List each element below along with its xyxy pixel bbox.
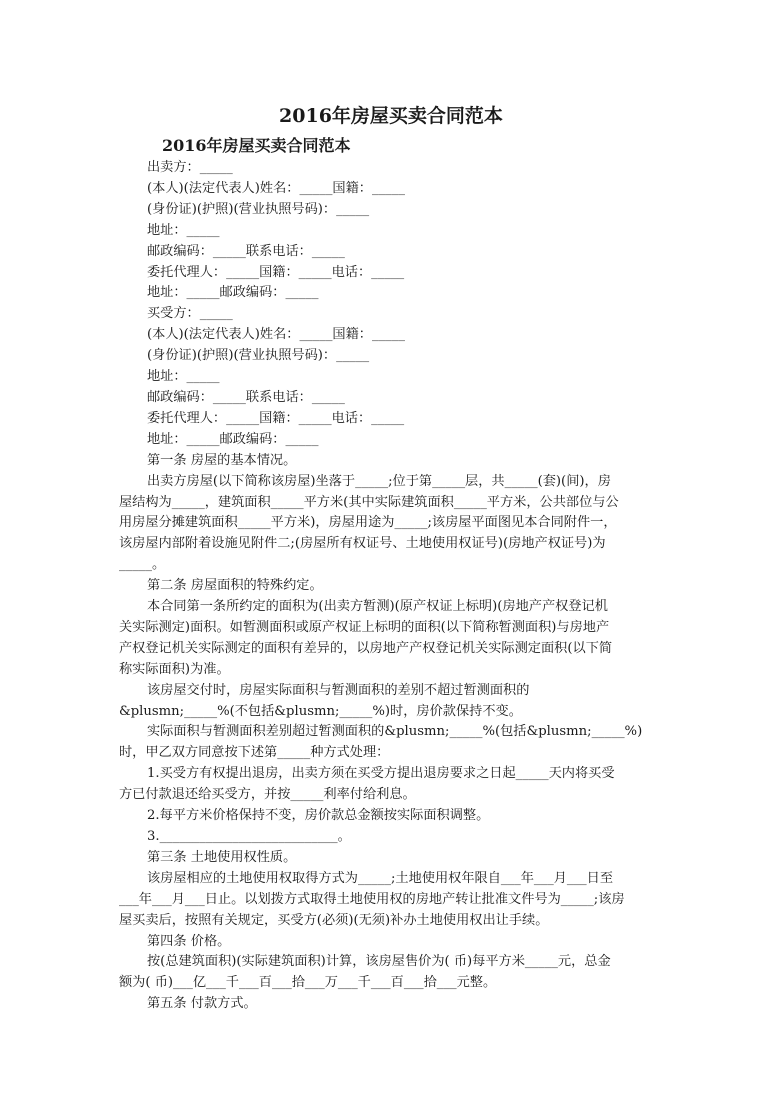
text-line: 该房屋内部附着设施见附件二;(房屋所有权证号、土地使用权证号)(房地产权证号)为 [119, 536, 606, 552]
document-subtitle: 2016年房屋买卖合同范本 [162, 136, 351, 155]
text-line: 该房屋相应的土地使用权取得方式为_____;土地使用权年限自___年___月___日至 [147, 870, 614, 886]
text-line: 2.每平方米价格保持不变，房价款总金额按实际面积调整。 [147, 808, 490, 824]
text-line: 时，甲乙双方同意按下述第_____种方式处理： [119, 745, 390, 761]
text-line: 地址：_____ [147, 222, 220, 238]
text-line: (本人)(法定代表人)姓名：_____国籍：_____ [147, 180, 405, 196]
text-line: 第二条 房屋面积的特殊约定。 [147, 578, 323, 594]
text-line: 出卖方房屋(以下简称该房屋)坐落于_____;位于第_____层，共_____(套)(间)，房 [147, 473, 611, 489]
text-line: 委托代理人：_____国籍：_____电话：_____ [147, 264, 405, 280]
text-line: 地址：_____邮政编码：_____ [147, 431, 319, 447]
text-line: 按(总建筑面积)(实际建筑面积)计算，该房屋售价为( 币)每平方米_____元，总金 [147, 954, 611, 970]
text-line: _____。 [119, 557, 166, 573]
text-line: ___年___月___日止。以划拨方式取得土地使用权的房地产转让批准文件号为_____;该房 [119, 891, 625, 907]
text-line: 屋买卖后，按照有关规定，买受方(必须)(无须)补办土地使用权出让手续。 [119, 912, 549, 928]
text-line: 实际面积与暂测面积差别超过暂测面积的&plusmn;_____%(包括&plusmn;_____%) [147, 724, 643, 740]
text-line: 屋结构为_____，建筑面积_____平方米(其中实际建筑面积_____平方米，公共部位与公 [119, 494, 619, 510]
text-line: 3.___________________________。 [147, 829, 351, 844]
text-line: 第一条 房屋的基本情况。 [147, 452, 297, 468]
text-line: 第三条 土地使用权性质。 [147, 849, 297, 865]
text-line: 1.买受方有权提出退房，出卖方须在买受方提出退房要求之日起_____天内将买受 [147, 766, 615, 782]
document-body [119, 158, 661, 1015]
document-title: 2016年房屋买卖合同范本 [279, 105, 503, 127]
text-line: 第五条 付款方式。 [147, 996, 257, 1012]
text-line: (身份证)(护照)(营业执照号码)：_____ [147, 348, 370, 364]
text-line: (身份证)(护照)(营业执照号码)：_____ [147, 201, 370, 217]
text-line: 关实际测定)面积。如暂测面积或原产权证上标明的面积(以下简称暂测面积)与房地产 [119, 619, 610, 635]
text-line: 该房屋交付时，房屋实际面积与暂测面积的差别不超过暂测面积的 [147, 682, 530, 698]
text-line: 买受方：_____ [147, 306, 233, 322]
text-line: 本合同第一条所约定的面积为(出卖方暂测)(原产权证上标明)(房地产产权登记机 [147, 599, 608, 615]
text-line: 邮政编码：_____联系电话：_____ [147, 389, 345, 405]
text-line: 第四条 价格。 [147, 933, 231, 949]
text-line: &plusmn;_____%(不包括&plusmn;_____%)时，房价款保持不变。 [119, 703, 522, 719]
text-line: 邮政编码：_____联系电话：_____ [147, 243, 345, 259]
text-line: 额为( 币)___亿___千___百___拾___万___千___百___拾___元整。 [119, 975, 497, 991]
text-line: 地址：_____邮政编码：_____ [147, 285, 319, 301]
text-line: 称实际面积)为准。 [119, 661, 230, 677]
text-line: 地址：_____ [147, 369, 220, 385]
text-line: 方已付款退还给买受方，并按_____利率付给利息。 [119, 787, 416, 803]
text-line: 用房屋分摊建筑面积_____平方米)，房屋用途为_____;该房屋平面图见本合同附件一， [119, 515, 617, 531]
text-line: 出卖方：_____ [147, 160, 233, 175]
text-line: (本人)(法定代表人)姓名：_____国籍：_____ [147, 327, 405, 343]
text-line: 产权登记机关实际测定的面积有差异的，以房地产产权登记机关实际测定面积(以下简 [119, 640, 613, 656]
text-line: 委托代理人：_____国籍：_____电话：_____ [147, 410, 405, 426]
